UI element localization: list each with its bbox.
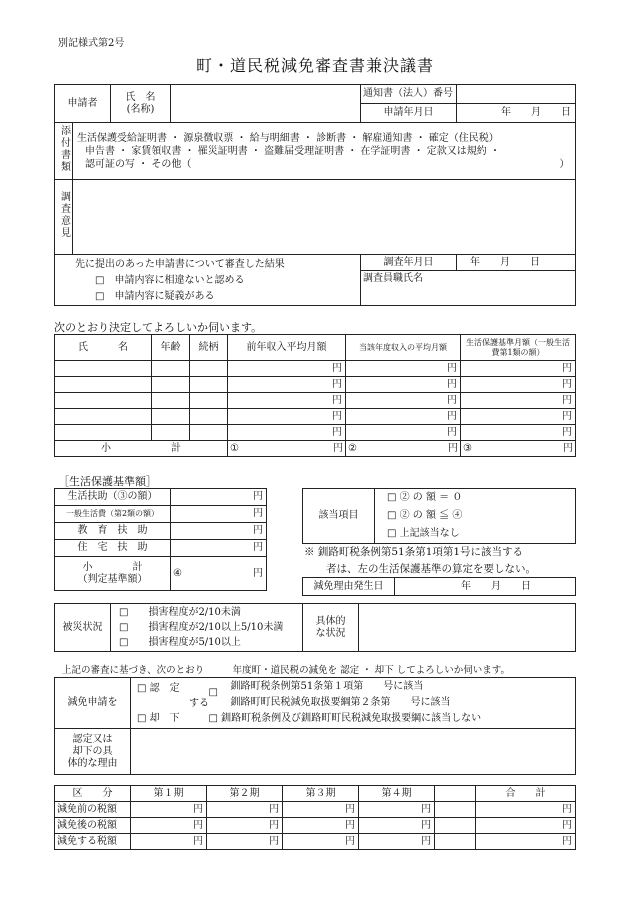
- tax-period-field[interactable]: 円: [359, 802, 435, 818]
- welfare-row-general: 一般生活費（第2類の額）: [55, 506, 171, 523]
- income-age-field[interactable]: [152, 393, 190, 409]
- income-prev-field[interactable]: 円: [228, 409, 346, 425]
- yen-unit: 円: [253, 567, 263, 579]
- tax-row: [55, 802, 576, 818]
- income-header-prev: 前年収入平均月額: [228, 335, 346, 361]
- review-text: 先に提出のあった申請書について審査した結果: [75, 259, 285, 270]
- applicable-options: [375, 489, 576, 544]
- tax-blank-cell[interactable]: [435, 834, 476, 850]
- welfare-subtotal-cell: [55, 557, 171, 591]
- income-current-field[interactable]: 円: [346, 425, 461, 441]
- tax-blank-cell[interactable]: [435, 818, 476, 834]
- welfare-subtotal-label: 小 計: [82, 561, 143, 573]
- income-welfare-field[interactable]: 円: [461, 425, 576, 441]
- law-line-1: 釧路町税条例第51条第１項第 号に該当: [230, 681, 424, 692]
- disaster-options: [111, 604, 303, 652]
- reason-date-table: [302, 577, 576, 596]
- welfare-education-field[interactable]: 円: [171, 523, 267, 540]
- income-header-current: 当該年度収入の平均月額: [346, 335, 461, 361]
- yen-unit: 円: [448, 442, 458, 454]
- reason-detail-1: 認定又は: [72, 733, 113, 745]
- reason-date-label: 減免理由発生日: [303, 578, 395, 596]
- income-current-field[interactable]: 円: [346, 361, 461, 377]
- attachments-line-1: 生活保護受給証明書 ・ 源泉徴収票 ・ 給与明細書 ・ 診断書 ・ 解雇通知書 ・ 確定（住民税）: [77, 132, 499, 144]
- income-relation-field[interactable]: [190, 393, 228, 409]
- welfare-table: [54, 488, 267, 591]
- income-current-field[interactable]: 円: [346, 377, 461, 393]
- income-welfare-field[interactable]: 円: [461, 377, 576, 393]
- reason-detail-3: 体的な理由: [67, 757, 118, 769]
- income-header-relation: 続柄: [190, 335, 228, 361]
- income-row: [55, 393, 576, 409]
- page-title: 町・道民税減免審査書兼決議書: [195, 56, 434, 75]
- tax-rows: [55, 802, 576, 850]
- yen-unit: 円: [563, 442, 573, 454]
- law-checkbox[interactable]: □: [208, 687, 218, 698]
- decision-text: 次のとおり決定してよろしいか伺います。: [54, 321, 263, 334]
- review-option-2[interactable]: □ 申請内容に疑義がある: [95, 291, 215, 302]
- income-row: [55, 377, 576, 393]
- income-header-name: 氏 名: [55, 335, 152, 361]
- income-name-field[interactable]: [55, 377, 152, 393]
- surveyor-label: 調査員職氏名: [363, 273, 423, 284]
- notice-number-label: 通知書（法人）番号: [361, 85, 457, 104]
- welfare-subtotal-field[interactable]: [171, 557, 267, 591]
- disaster-option-3[interactable]: □ 損害程度が5/10以上: [119, 637, 241, 648]
- income-age-field[interactable]: [152, 361, 190, 377]
- disaster-option-1[interactable]: □ 損害程度が2/10未満: [119, 607, 241, 618]
- tax-period-field[interactable]: 円: [359, 834, 435, 850]
- income-welfare-field[interactable]: 円: [461, 393, 576, 409]
- reason-date-field[interactable]: 年 月 日: [395, 578, 576, 596]
- tax-period-field[interactable]: 円: [207, 834, 283, 850]
- applicable-option-1[interactable]: □ ② の 額 ＝ ０: [387, 492, 463, 503]
- income-subtotal-current[interactable]: [346, 441, 461, 457]
- welfare-row-education: 教 育 扶 助: [55, 523, 171, 540]
- income-subtotal-row: [55, 441, 576, 457]
- tax-row: [55, 818, 576, 834]
- approve-option[interactable]: □ 認 定: [137, 682, 180, 694]
- income-name-field[interactable]: [55, 361, 152, 377]
- attachments-line-2: 申告書 ・ 家賃領収書 ・ 罹災証明書 ・ 盗難届受理証明書 ・ 在学証明書 ・ 定款又は規約 ・: [85, 145, 500, 157]
- income-subtotal-welfare[interactable]: [461, 441, 576, 457]
- applicable-option-2[interactable]: □ ② の 額 ≦ ④: [387, 510, 463, 521]
- tax-header-period-1: 第１期: [131, 786, 207, 802]
- tax-blank-cell[interactable]: [435, 802, 476, 818]
- name-label-alt: (名称): [126, 103, 155, 115]
- opinion-label-cell: [55, 180, 73, 255]
- survey-date-field[interactable]: 年 月 日: [457, 255, 576, 271]
- tax-header-total: 合 計: [476, 786, 576, 802]
- income-current-field[interactable]: 円: [346, 393, 461, 409]
- law-line-3[interactable]: □ 釧路町税条例及び釧路町町民税減免取扱要綱に該当しない: [208, 713, 482, 724]
- concrete-label-2: な状況: [315, 627, 346, 639]
- tax-total-field[interactable]: 円: [476, 834, 576, 850]
- income-row: [55, 425, 576, 441]
- tax-period-field[interactable]: 円: [359, 818, 435, 834]
- apply-date-label: 申請年月日: [361, 104, 457, 123]
- welfare-row-living: 生活扶助（③の額）: [55, 489, 171, 506]
- income-relation-field[interactable]: [190, 425, 228, 441]
- tax-table: [54, 785, 576, 850]
- applicant-name-field[interactable]: [171, 85, 361, 123]
- name-label-cell: [111, 85, 171, 123]
- concrete-label-cell: [303, 604, 359, 652]
- welfare-general-field[interactable]: 円: [171, 506, 267, 523]
- tax-header-row: [55, 786, 576, 802]
- circle-1: ①: [230, 442, 239, 454]
- attachments-list: [73, 123, 576, 180]
- tax-period-field[interactable]: 円: [131, 802, 207, 818]
- concrete-field[interactable]: [359, 604, 576, 652]
- income-name-field[interactable]: [55, 425, 152, 441]
- opinion-field[interactable]: [73, 180, 576, 255]
- income-rows: [55, 361, 576, 441]
- attachments-line-3: 認可証の写 ・ その他（: [85, 158, 192, 170]
- apply-date-field[interactable]: 年 月 日: [457, 104, 576, 123]
- income-name-field[interactable]: [55, 409, 152, 425]
- attachments-label: 添付書類: [58, 125, 70, 173]
- tax-period-field[interactable]: 円: [283, 802, 359, 818]
- note-line-2: 者は、左の生活保護基準の算定を要しない。: [326, 563, 536, 575]
- reason-detail-2: 却下の具: [72, 745, 113, 757]
- income-row: [55, 409, 576, 425]
- reject-option[interactable]: □ 却 下: [137, 712, 180, 724]
- tax-period-field[interactable]: 円: [131, 834, 207, 850]
- suru-text: する: [189, 697, 209, 709]
- tax-row: [55, 834, 576, 850]
- attachments-label-cell: [55, 123, 73, 180]
- income-relation-field[interactable]: [190, 377, 228, 393]
- reason-detail-label: [55, 729, 131, 775]
- law-group: [208, 679, 574, 711]
- income-relation-field[interactable]: [190, 361, 228, 377]
- welfare-row-housing: 住 宅 扶 助: [55, 540, 171, 557]
- income-subtotal-label: 小 計: [55, 441, 228, 457]
- law-line-2: 釧路町町民税減免取扱要綱第２条第 号に該当: [230, 697, 451, 708]
- surveyor-cell: [361, 271, 576, 306]
- form-number: 別記様式第2号: [58, 38, 125, 49]
- disaster-option-2[interactable]: □ 損害程度が2/10以上5/10未満: [119, 622, 284, 633]
- income-header-age: 年齢: [152, 335, 190, 361]
- tax-period-field[interactable]: 円: [283, 834, 359, 850]
- application-laws: [208, 678, 576, 729]
- income-welfare-field[interactable]: 円: [461, 361, 576, 377]
- income-prev-field[interactable]: 円: [228, 377, 346, 393]
- income-subtotal-prev[interactable]: [228, 441, 346, 457]
- opinion-label: 調査意見: [58, 191, 70, 239]
- applicable-option-3[interactable]: □ 上記該当なし: [387, 528, 460, 539]
- income-row: [55, 361, 576, 377]
- notice-number-field[interactable]: [457, 85, 576, 104]
- tax-period-field[interactable]: 円: [207, 802, 283, 818]
- approval-text: 上記の審査に基づき、次のとおり 年度町・道民税の減免を 認定 ・ 却下 してよろしいか伺います。: [62, 665, 510, 676]
- tax-period-field[interactable]: 円: [207, 818, 283, 834]
- tax-period-field[interactable]: 円: [283, 818, 359, 834]
- tax-header-period-4: 第４期: [359, 786, 435, 802]
- welfare-title: ［生活保護基準額］: [58, 475, 157, 488]
- income-welfare-field[interactable]: 円: [461, 409, 576, 425]
- circle-3: ③: [463, 442, 472, 454]
- income-prev-field[interactable]: 円: [228, 393, 346, 409]
- income-table: [54, 334, 576, 457]
- applicable-table: [302, 488, 576, 544]
- tax-header-category: 区 分: [55, 786, 131, 802]
- income-age-field[interactable]: [152, 425, 190, 441]
- welfare-housing-field[interactable]: 円: [171, 540, 267, 557]
- tax-header-period-3: 第３期: [283, 786, 359, 802]
- yen-unit: 円: [333, 442, 343, 454]
- tax-row-label: 減免後の税額: [55, 818, 131, 834]
- circle-2: ②: [348, 442, 357, 454]
- tax-row-label: 減免前の税額: [55, 802, 131, 818]
- income-prev-field[interactable]: 円: [228, 361, 346, 377]
- application-label: 減免申請を: [55, 678, 131, 729]
- income-header-welfare: 生活保護基準月額（一般生活費第1類の額）: [461, 335, 576, 361]
- income-age-field[interactable]: [152, 409, 190, 425]
- income-relation-field[interactable]: [190, 409, 228, 425]
- attachments-line-3-end: ）: [559, 158, 570, 170]
- tax-total-field[interactable]: 円: [476, 818, 576, 834]
- tax-row-label: 減免する税額: [55, 834, 131, 850]
- income-prev-field[interactable]: 円: [228, 425, 346, 441]
- reason-detail-field[interactable]: [131, 729, 576, 775]
- income-current-field[interactable]: 円: [346, 409, 461, 425]
- application-table: [54, 677, 576, 775]
- concrete-label-1: 具体的: [315, 615, 346, 627]
- disaster-table: [54, 603, 576, 652]
- survey-date-label: 調査年月日: [361, 255, 457, 271]
- tax-total-field[interactable]: 円: [476, 802, 576, 818]
- tax-period-field[interactable]: 円: [131, 818, 207, 834]
- review-cell: [55, 255, 361, 306]
- welfare-subtotal-label-2: （判定基準額）: [77, 573, 148, 585]
- review-option-1[interactable]: □ 申請内容に相違ないと認める: [95, 275, 245, 286]
- disaster-label: 被災状況: [55, 604, 111, 652]
- tax-header-blank: [435, 786, 476, 802]
- name-label: 氏 名: [125, 91, 156, 103]
- applicant-table: [54, 84, 576, 306]
- income-age-field[interactable]: [152, 377, 190, 393]
- welfare-living-field[interactable]: 円: [171, 489, 267, 506]
- income-name-field[interactable]: [55, 393, 152, 409]
- tax-header-period-2: 第２期: [207, 786, 283, 802]
- note: [304, 544, 536, 578]
- applicable-label: 該当項目: [303, 489, 375, 544]
- note-line-1: ※ 釧路町税条例第51条第1項第1号に該当する: [304, 546, 524, 558]
- attachments-line-3-row: [77, 158, 573, 171]
- applicant-label: 申請者: [55, 85, 111, 123]
- circle-4: ④: [173, 567, 182, 579]
